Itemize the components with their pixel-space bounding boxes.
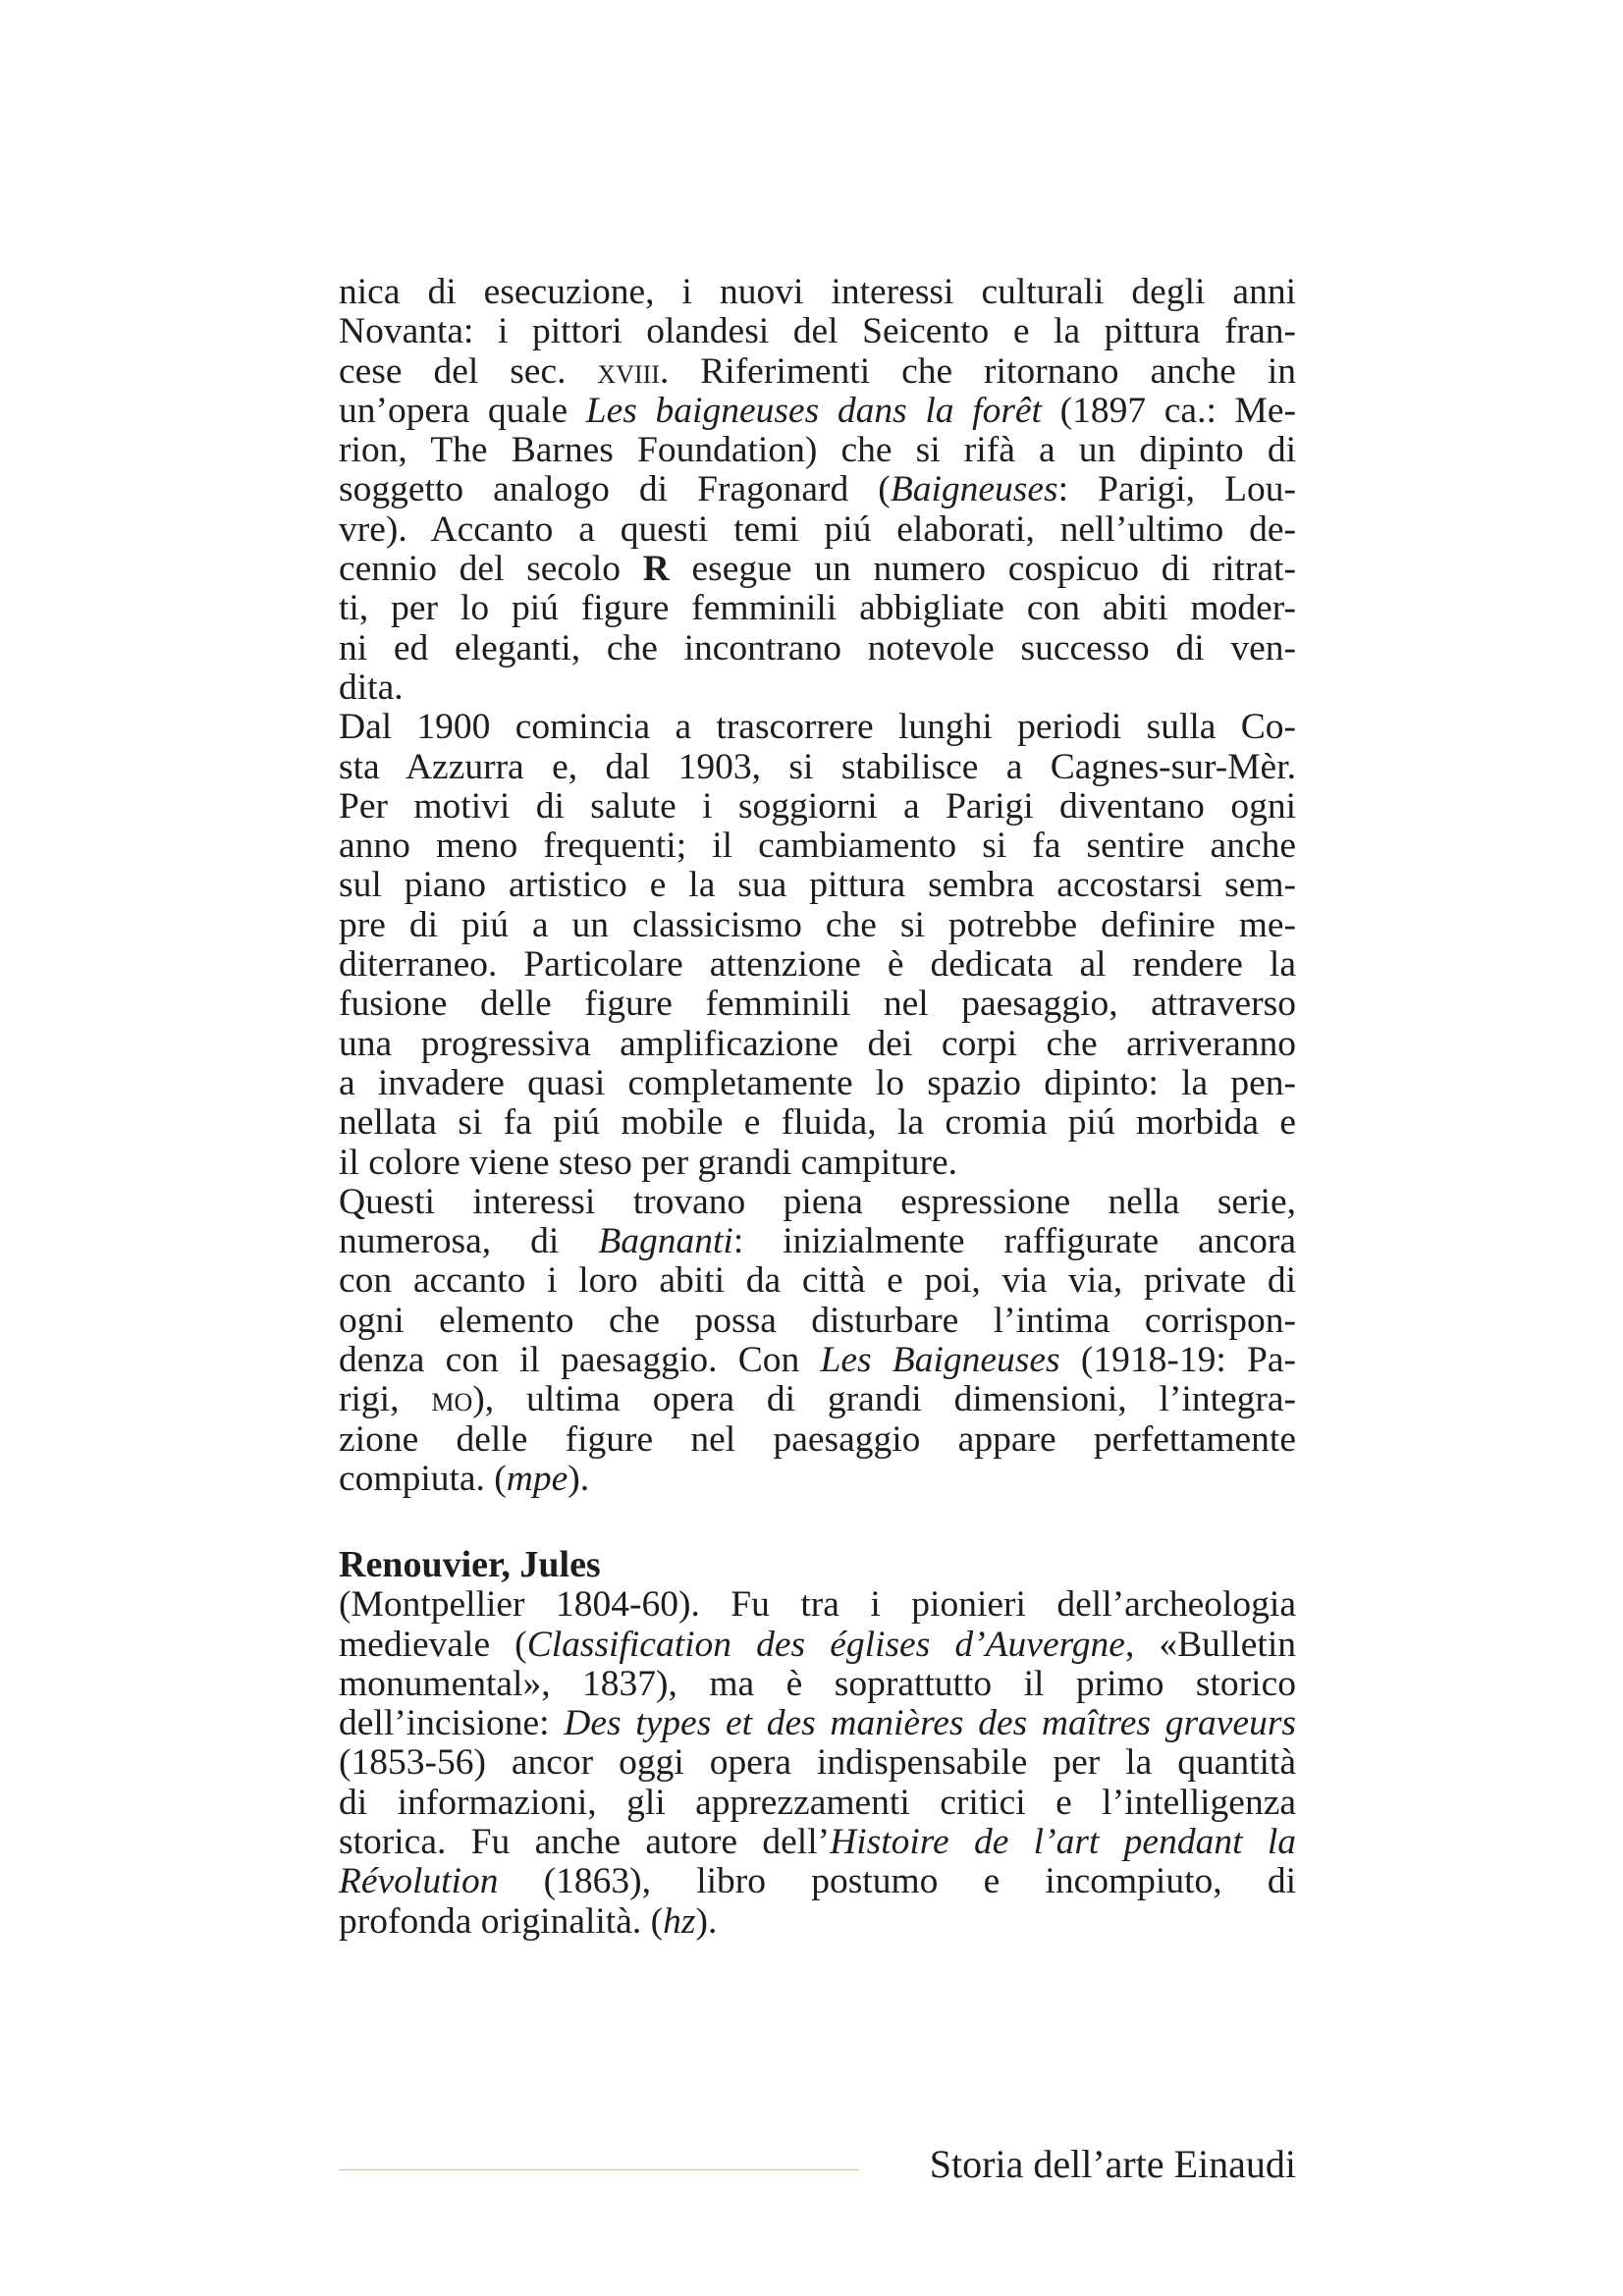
text-run: soggetto analogo di Fragonard (	[339, 469, 891, 510]
text-run: (1863), libro postumo e incompiuto, di	[498, 1861, 1296, 1902]
text-run: fusione delle figure femminili nel paesaggio, attraverso	[339, 984, 1296, 1025]
italic-title: Révolution	[339, 1861, 499, 1902]
text-run: diterraneo. Particolare attenzione è dedicata al rendere la	[339, 944, 1296, 986]
text-line	[339, 1460, 1296, 1499]
text-run: (Montpellier 1804-60). Fu tra i pionieri dell’archeologia	[339, 1584, 1296, 1626]
text-run: Questi interessi trovano piena espressione nella serie,	[339, 1181, 1296, 1222]
italic-title: Baigneuses	[890, 469, 1058, 510]
text-run: monumental», 1837), ma è soprattutto il primo storico	[339, 1663, 1296, 1704]
italic-title: Bagnanti	[598, 1221, 733, 1262]
text-run: : Parigi, Lou-	[1057, 469, 1297, 510]
text-run: (1897 ca.: Me-	[1041, 390, 1296, 431]
text-line	[339, 668, 1296, 708]
text-line	[339, 1261, 1296, 1301]
entry-heading: Renouvier, Jules	[339, 1544, 601, 1586]
text-run: ).	[568, 1458, 590, 1499]
text-run: un’opera quale	[339, 390, 586, 431]
italic-title: Les Baigneuses	[820, 1340, 1060, 1381]
text-run: ti, per lo piú figure femminili abbigliate con abiti moder-	[339, 588, 1296, 629]
italic-title: Des types et des manières des maîtres graveurs	[564, 1703, 1297, 1744]
text-run: nica di esecuzione, i nuovi interessi culturali degli anni	[339, 272, 1296, 312]
text-run: ogni elemento che possa disturbare l’intima corrispon-	[339, 1300, 1296, 1341]
text-run: medievale (	[339, 1624, 527, 1665]
text-run: a invadere quasi completamente lo spazio dipinto: la pen-	[339, 1062, 1296, 1103]
text-run: . Riferimenti che ritornano anche in	[659, 350, 1296, 392]
text-run: dell’incisione:	[339, 1703, 565, 1744]
text-run: Dal 1900 comincia a trascorrere lunghi periodi sulla Co-	[339, 707, 1296, 748]
small-caps-text: mo	[431, 1379, 473, 1420]
text-line	[339, 1784, 1296, 1823]
text-line	[339, 1902, 1296, 1942]
paragraph	[339, 273, 1296, 708]
text-line	[339, 470, 1296, 509]
text-line	[339, 1743, 1296, 1783]
text-line	[339, 827, 1296, 866]
text-line	[339, 985, 1296, 1024]
page-footer	[339, 2143, 1296, 2186]
text-line	[339, 431, 1296, 470]
text-line	[339, 550, 1296, 589]
text-line	[339, 1064, 1296, 1103]
text-line	[339, 748, 1296, 787]
text-line	[339, 866, 1296, 905]
text-run: una progressiva amplificazione dei corpi che arriveranno	[339, 1023, 1296, 1064]
text-line	[339, 945, 1296, 985]
text-run: sul piano artistico e la sua pittura sembra accostarsi sem-	[339, 865, 1296, 906]
paragraph	[339, 1585, 1296, 1942]
italic-title: Les baigneuses dans la forêt	[585, 390, 1042, 431]
text-line	[339, 1025, 1296, 1064]
text-run: nellata si fa piú mobile e fluida, la cromia piú morbida e	[339, 1102, 1296, 1144]
italic-title: mpe	[506, 1458, 568, 1499]
text-line	[339, 787, 1296, 827]
text-run: il colore viene steso per grandi campiture.	[339, 1142, 957, 1183]
text-run: con accanto i loro abiti da città e poi, via via, private di	[339, 1260, 1296, 1302]
text-run: cennio del secolo	[339, 549, 643, 590]
text-line	[339, 708, 1296, 747]
text-line	[339, 1626, 1296, 1665]
text-line	[339, 1585, 1296, 1625]
text-line	[339, 510, 1296, 550]
text-run: compiuta. (	[339, 1458, 507, 1499]
text-line	[339, 1665, 1296, 1704]
text-run: esegue un numero cospicuo di ritrat-	[669, 549, 1296, 590]
text-run: pre di piú a un classicismo che si potrebbe definire me-	[339, 904, 1296, 945]
text-line	[339, 1302, 1296, 1341]
text-run: ), ultima opera di grandi dimensioni, l’integra-	[472, 1379, 1297, 1420]
text-line	[339, 1341, 1296, 1380]
text-line	[339, 906, 1296, 945]
text-run: ni ed eleganti, che incontrano notevole successo di ven-	[339, 627, 1296, 668]
text-run: ).	[695, 1900, 718, 1942]
entry-renouvier	[339, 1545, 1296, 1942]
text-run: cese del sec.	[339, 350, 598, 392]
text-line	[339, 589, 1296, 628]
text-run: numerosa, di	[339, 1221, 599, 1262]
text-run: (1918-19: Pa-	[1059, 1340, 1296, 1381]
text-line	[339, 1704, 1296, 1743]
text-run: denza con il paesaggio. Con	[339, 1340, 821, 1381]
text-run: dita.	[339, 667, 404, 708]
text-run: profonda originalità. (	[339, 1900, 664, 1942]
text-line	[339, 629, 1296, 668]
text-line	[339, 1420, 1296, 1460]
entry-renoir-continuation	[339, 273, 1296, 1499]
text-line	[339, 1183, 1296, 1222]
small-caps-text: xviii	[597, 350, 660, 392]
text-run: sta Azzurra e, dal 1903, si stabilisce a Cagnes-sur-Mèr.	[339, 746, 1296, 787]
text-line	[339, 1862, 1296, 1901]
text-line	[339, 352, 1296, 392]
text-run: : inizialmente raffigurate ancora	[732, 1221, 1296, 1262]
text-run: Per motivi di salute i soggiorni a Parigi diventano ogni	[339, 785, 1296, 827]
text-run: vre). Accanto a questi temi piú elaborati, nell’ultimo de-	[339, 508, 1296, 550]
text-run: anno meno frequenti; il cambiamento si fa sentire anche	[339, 826, 1296, 867]
text-run: , «Bulletin	[1124, 1624, 1296, 1665]
text-run: rigi,	[339, 1379, 432, 1420]
text-line	[339, 1380, 1296, 1419]
footer-title: Storia dell’arte Einaudi	[929, 2142, 1296, 2186]
italic-title: hz	[663, 1900, 696, 1942]
text-line	[339, 392, 1296, 431]
text-line	[339, 1144, 1296, 1183]
text-run: di informazioni, gli apprezzamenti critici e l’intelligenza	[339, 1782, 1296, 1823]
entries-container	[339, 273, 1296, 1942]
text-line	[339, 312, 1296, 351]
text-run: zione delle figure nel paesaggio appare perfettamente	[339, 1418, 1296, 1460]
text-line	[339, 273, 1296, 312]
text-run: rion, The Barnes Foundation) che si rifà a un dipinto di	[339, 430, 1296, 471]
text-run: storica. Fu anche autore dell’	[339, 1821, 831, 1862]
text-run: (1853-56) ancor oggi opera indispensabile per la quantità	[339, 1742, 1296, 1784]
paragraph	[339, 708, 1296, 1183]
text-line	[339, 1103, 1296, 1143]
italic-title: Classification des églises d’Auvergne	[526, 1624, 1125, 1665]
paragraph	[339, 1183, 1296, 1499]
italic-title: Histoire de l’art pendant la	[830, 1821, 1296, 1862]
page-body	[339, 273, 1296, 1942]
text-line	[339, 1823, 1296, 1862]
footer-rule	[339, 2169, 859, 2170]
bold-initial: R	[642, 549, 670, 590]
text-run: Novanta: i pittori olandesi del Seicento e la pittura fran-	[339, 311, 1296, 352]
text-line	[339, 1222, 1296, 1261]
